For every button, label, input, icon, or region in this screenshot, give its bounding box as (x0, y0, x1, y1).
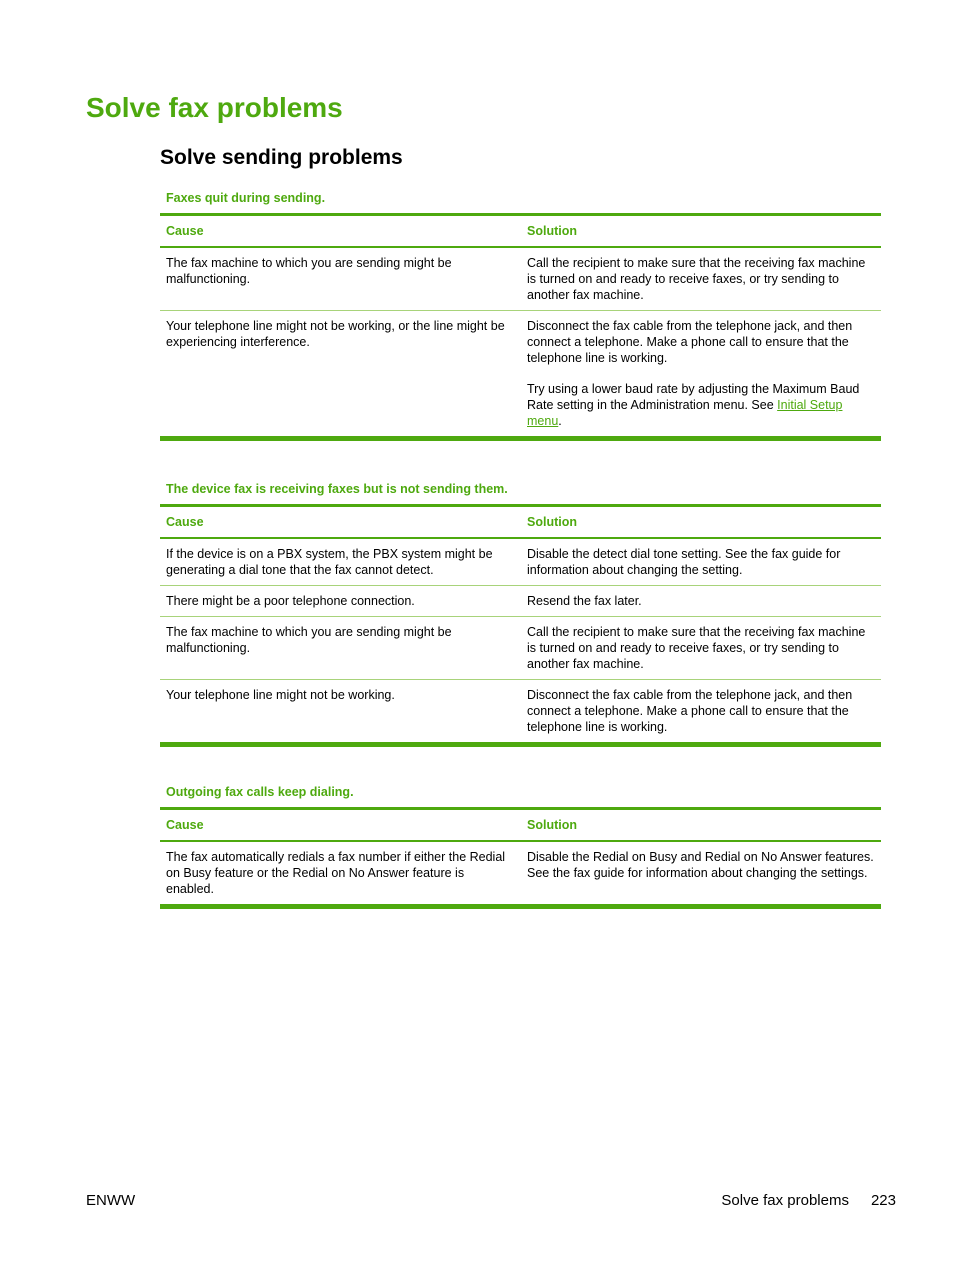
solution-text: Call the recipient to make sure that the receiving fax machine is turned on and ready to receive faxes, or try sending to another fax machine. (527, 256, 866, 302)
table-row (160, 841, 881, 907)
footer-right (721, 1191, 896, 1211)
table-caption: Faxes quit during sending. (166, 191, 326, 205)
solution-text-part: . (558, 414, 562, 428)
troubleshooting-table (160, 504, 881, 747)
column-header-solution: Solution (521, 215, 881, 248)
solution-text: Resend the fax later. (527, 594, 642, 608)
cause-cell (160, 538, 521, 586)
cause-cell (160, 586, 521, 617)
column-header-cause: Cause (160, 215, 521, 248)
column-header-solution: Solution (521, 809, 881, 842)
solution-text: Disconnect the fax cable from the telephone jack, and then connect a telephone. Make a phone call to ensure that the telephone line is working. (527, 319, 853, 365)
column-header-solution: Solution (521, 506, 881, 539)
column-header-cause: Cause (160, 506, 521, 539)
solution-cell (521, 586, 881, 617)
solution-cell (521, 311, 881, 439)
solution-cell (521, 538, 881, 586)
cause-text: Your telephone line might not be working. (166, 688, 395, 702)
solution-text: Disable the Redial on Busy and Redial on No Answer features. See the fax guide for information about changing the settings. (527, 850, 874, 880)
solution-cell (521, 841, 881, 907)
column-header-cause: Cause (160, 809, 521, 842)
table-row (160, 538, 881, 586)
table-row (160, 586, 881, 617)
cause-text: The fax automatically redials a fax number if either the Redial on Busy feature or the Redial on No Answer feature is enabled. (166, 850, 506, 896)
cause-text: The fax machine to which you are sending might be malfunctioning. (166, 625, 452, 655)
table-row (160, 247, 881, 311)
solution-cell (521, 617, 881, 680)
troubleshooting-table (160, 807, 881, 909)
solution-text: Disconnect the fax cable from the telephone jack, and then connect a telephone. Make a phone call to ensure that the telephone line is working. (527, 688, 853, 734)
cause-cell (160, 680, 521, 745)
solution-text-secondary (527, 381, 875, 429)
footer-section-title: Solve fax problems (721, 1192, 849, 1209)
cause-cell (160, 617, 521, 680)
cause-cell (160, 311, 521, 439)
solution-text-part: Try using a lower baud rate by adjusting the Maximum Baud Rate setting in the Administration menu. See (527, 382, 860, 412)
page-title: Solve fax problems (86, 92, 343, 123)
solution-cell (521, 680, 881, 745)
cause-text: Your telephone line might not be working, or the line might be experiencing interference. (166, 319, 505, 349)
cause-cell (160, 841, 521, 907)
footer-left-label: ENWW (86, 1192, 136, 1209)
table-caption: Outgoing fax calls keep dialing. (166, 785, 354, 799)
table-row (160, 617, 881, 680)
section-heading: Solve sending problems (160, 146, 403, 169)
initial-setup-menu-link[interactable]: Initial Setup menu (527, 398, 843, 428)
solution-text: Disable the detect dial tone setting. See the fax guide for information about changing the setting. (527, 547, 841, 577)
cause-cell (160, 247, 521, 311)
solution-text: Call the recipient to make sure that the receiving fax machine is turned on and ready to receive faxes, or try sending to another fax machine. (527, 625, 866, 671)
table-row (160, 680, 881, 745)
cause-text: The fax machine to which you are sending might be malfunctioning. (166, 256, 452, 286)
cause-text: If the device is on a PBX system, the PBX system might be generating a dial tone that the fax cannot detect. (166, 547, 493, 577)
troubleshooting-table (160, 213, 881, 441)
table-section-faxes-quit (160, 187, 881, 441)
solution-cell (521, 247, 881, 311)
table-caption: The device fax is receiving faxes but is not sending them. (166, 482, 508, 496)
table-row (160, 311, 881, 439)
cause-text: There might be a poor telephone connection. (166, 594, 415, 608)
page-number: 223 (870, 1192, 896, 1209)
table-section-not-sending (160, 478, 881, 747)
table-section-keep-dialing (160, 781, 881, 909)
